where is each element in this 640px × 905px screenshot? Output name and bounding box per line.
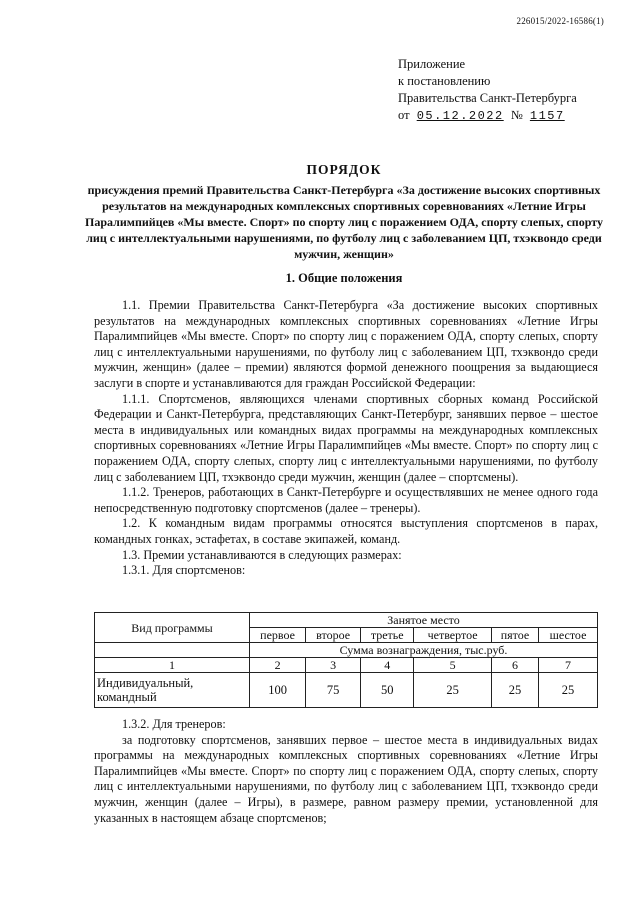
section-heading: 1. Общие положения xyxy=(285,271,403,285)
value-cell: 25 xyxy=(491,673,538,708)
paragraph-1-1: 1.1. Премии Правительства Санкт-Петербурга «За достижение высоких спортивных результатов на международных комплексных спортивных соревнованиях «Летние Игры Паралимпийцев «Мы вместе. Спорт» по спорту лиц с поражением ОДА, спорту слепых, спорту лиц с интеллектуальными нарушениями, по футболу лиц с заболеванием ЦП, тхэквондо среди мужчин, женщин» (далее – премии) являются формой денежного поощрения за выдающиеся заслуги в спорте и устанавливаются для граждан Российской Федерации: xyxy=(94,298,598,390)
place-cell: шестое xyxy=(539,628,598,643)
paragraph-1-3: 1.3. Премии устанавливаются в следующих размерах: xyxy=(122,547,402,562)
title-subtitle: присуждения премий Правительства Санкт-Петербурга «За достижение высоких спортивных результатов на международных комплексных спортивных соревнованиях «Летние Игры Паралимпийцев «Мы вместе. Спорт» по спорту лиц с поражением ОДА, спорту слепых, спорту лиц с интеллектуальными нарушениями, по футболу лиц с заболеванием ЦП, тхэквондо среди мужчин, женщин» xyxy=(85,183,603,261)
appendix-line-2: к постановлению xyxy=(398,74,491,88)
appendix-block xyxy=(398,56,577,125)
value-cell: 50 xyxy=(361,673,414,708)
appendix-date-line xyxy=(398,107,577,125)
numbering-cell: 7 xyxy=(539,658,598,673)
number-label: № xyxy=(510,108,523,122)
paragraph-1-3-1: 1.3.1. Для спортсменов: xyxy=(122,563,246,578)
table-numbering-row xyxy=(95,658,598,673)
paragraph-1-1-1: 1.1.1. Спортсменов, являющихся членами спортивных сборных команд Российской Федерации и Санкт-Петербурга, представляющих Санкт-Петербург, занявших первое – шестое места в индивидуальных или командных видах программы на международных комплексных спортивных соревнованиях «Летние Игры Паралимпийцев «Мы вместе. Спорт» по спорту лиц с поражением ОДА, спорту слепых, спорту лиц с интеллектуальными нарушениями, по футболу лиц с заболеванием ЦП, тхэквондо среди мужчин, женщин (далее – спортсмены). xyxy=(94,391,598,484)
title-main: ПОРЯДОК xyxy=(306,162,382,177)
resolution-date: 05.12.2022 xyxy=(416,109,504,123)
value-cell: 100 xyxy=(250,673,306,708)
appendix-line-3: Правительства Санкт-Петербурга xyxy=(398,91,577,105)
value-cell: 25 xyxy=(539,673,598,708)
place-cell: второе xyxy=(306,628,361,643)
paragraph-1-3-2: 1.3.2. Для тренеров: xyxy=(122,717,226,731)
value-cell: 75 xyxy=(306,673,361,708)
numbering-cell: 1 xyxy=(95,658,250,673)
numbering-cell: 4 xyxy=(361,658,414,673)
numbering-cell: 5 xyxy=(414,658,491,673)
place-cell: пятое xyxy=(491,628,538,643)
document-title xyxy=(84,162,604,262)
numbering-cell: 6 xyxy=(491,658,538,673)
resolution-number: 1157 xyxy=(529,109,565,123)
paragraph-1-2: 1.2. К командным видам программы относятся выступления спортсменов в парах, командных гонках, эстафетах, в составе экипажей, команд. xyxy=(94,516,598,546)
place-cell: первое xyxy=(250,628,306,643)
table-row xyxy=(95,673,598,708)
from-label: от xyxy=(398,108,410,122)
value-cell: 25 xyxy=(414,673,491,708)
empty-cell xyxy=(95,643,250,658)
table-sum-row xyxy=(95,643,598,658)
paragraph-trainers: за подготовку спортсменов, занявших первое – шестое места в индивидуальных видах программы на международных комплексных спортивных соревнованиях «Летние Игры Паралимпийцев «Мы вместе. Спорт» по спорту лиц с поражением ОДА, спорту слепых, спорту лиц с интеллектуальными нарушениями, по футболу лиц с заболеванием ЦП, тхэквондо среди мужчин, женщин (далее – Игры), в размере, равном размеру премии, установленной для указанных в настоящем абзаце спортсменов; xyxy=(94,732,598,825)
document-number: 226015/2022-16586(1) xyxy=(516,16,604,26)
body-text-upper xyxy=(94,298,598,579)
place-cell: третье xyxy=(361,628,414,643)
numbering-cell: 2 xyxy=(250,658,306,673)
row-label: Индивидуальный, командный xyxy=(95,673,250,708)
numbering-cell: 3 xyxy=(306,658,361,673)
place-cell: четвертое xyxy=(414,628,491,643)
paragraph-1-1-2: 1.1.2. Тренеров, работающих в Санкт-Петербурге и осуществлявших не менее одного года непосредственную подготовку спортсменов (далее – тренеры). xyxy=(94,485,598,515)
body-text-lower xyxy=(94,717,598,826)
appendix-line-1: Приложение xyxy=(398,57,466,71)
place-header: Занятое место xyxy=(250,613,598,628)
table-header-row xyxy=(95,613,598,628)
sum-header: Сумма вознаграждения, тыс.руб. xyxy=(250,643,598,658)
awards-table xyxy=(94,612,598,708)
col-program-header: Вид программы xyxy=(95,613,250,643)
